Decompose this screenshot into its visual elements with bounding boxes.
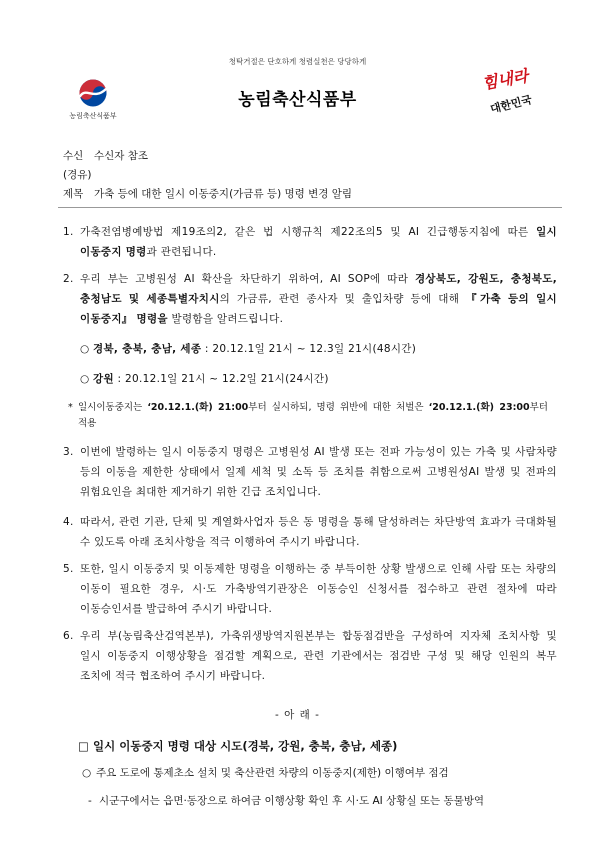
paragraph-text: 우리 부(농림축산검역본부), 가축위생방역지원본부는 합동점검반을 구성하여 지자체 조치사항 및 일시 이동중지 이행상황을 점검할 계획으로, 관련 기관에서는 점검반 구성 및 해당 인원의 복무 조치에 적극 협조하여 주시기 바랍니다.	[80, 630, 557, 682]
note-text: 부터 실시하되, 명령 위반에 대한 처벌은	[248, 402, 429, 413]
note-start-time: ‘20.12.1.(화) 21:00	[147, 402, 249, 413]
ministry-title: 농림축산식품부	[238, 90, 357, 110]
campaign-logo-line2: 대한민국	[488, 93, 534, 116]
campaign-logo	[476, 64, 550, 130]
square-bullet: □	[78, 739, 89, 753]
paragraph-1	[63, 222, 557, 262]
paragraph-3	[63, 442, 557, 502]
circle-bullet: ○	[80, 373, 90, 385]
paragraph-number: 5.	[63, 563, 74, 575]
paragraph-text: 이번에 발령하는 일시 이동중지 명령은 고병원성 AI 발생 또는 전파 가능성이 있는 가축 및 사람차량 등의 이동을 제한한 상태에서 일제 세척 및 소독 등 조치를 취함으로써 고병원성AI 발생 및 전파의 위험요인을 최대한 제거하기 위한 긴급 조치입니다.	[80, 446, 557, 498]
dash-bullet: -	[88, 795, 92, 807]
note-text: 부터 적용	[78, 402, 548, 429]
document-body	[0, 222, 595, 811]
paragraph-emphasis: 일시 이동중지 명령	[80, 226, 557, 258]
paragraph-number: 3.	[63, 446, 74, 458]
paragraph-text: 따라서, 관련 기관, 단체 및 계열화사업자 등은 동 명령을 통해 달성하려는 차단방역 효과가 극대화될 수 있도록 아래 조치사항을 적극 이행하여 주시기 바랍니다.	[80, 516, 557, 548]
annex-heading: - 아 래 -	[275, 709, 320, 721]
note-penalty-time: ‘20.12.1.(화) 23:00	[428, 402, 530, 413]
period-line-2	[80, 369, 550, 389]
paragraph-text: 또한, 일시 이동중지 및 이동제한 명령을 이행하는 중 부득이한 상황 발생으로 인해 사람 또는 차량의 이동이 필요한 경우, 시·도 가축방역기관장은 이동승인 신청서를 접수하고 관련 절차에 따라 이동승인서를 발급하여 주시기 바랍니다.	[80, 563, 557, 615]
period-time: : 20.12.1일 21시 ~ 12.2일 21시(24시간)	[113, 373, 329, 385]
section-title-text: 일시 이동중지 명령 대상 시도(경북, 강원, 충북, 충남, 세종)	[93, 739, 398, 753]
period-line-1	[80, 339, 550, 359]
annex-section-title	[78, 736, 558, 756]
paragraph-text: 과 관련됩니다.	[146, 246, 217, 258]
recipient-label: 수신	[63, 150, 84, 162]
period-regions: 경북, 충북, 충남, 세종	[93, 343, 202, 355]
campaign-logo-line1: 힘내라	[480, 66, 530, 93]
subject-row	[63, 185, 352, 204]
paragraph-text: 우리 부는 고병원성 AI 확산을 차단하기 위하여, AI SOP에 따라	[80, 273, 415, 285]
annex-bullet	[82, 763, 552, 783]
emblem-label: 농림축산식품부	[69, 112, 117, 120]
integrity-slogan: 청탁거절은 단호하게 청렴실천은 당당하게	[228, 57, 367, 66]
paragraph-text: 가축전염병예방법 제19조의2, 같은 법 시행규칙 제22조의5 및 AI 긴급행동지침에 따른	[80, 226, 537, 238]
paragraph-2	[63, 269, 557, 329]
paragraph-number: 2.	[63, 273, 74, 285]
paragraph-text: 의 가금류, 관련 종사자 및 출입차량 등에 대해	[219, 293, 466, 305]
subject-value: 가축 등에 대한 일시 이동중지(가금류 등) 명령 변경 알림	[94, 188, 353, 200]
period-regions: 강원	[93, 373, 114, 385]
recipient-row	[63, 147, 148, 166]
paragraph-emphasis: 경상북도, 강원도, 충청북도, 충청남도 및 세종특별자치시	[80, 273, 557, 305]
annex-sub-item	[88, 791, 548, 811]
period-time: : 20.12.1일 21시 ~ 12.3일 21시(48시간)	[201, 343, 417, 355]
note-asterisk: *	[68, 402, 73, 413]
circle-bullet: ○	[82, 767, 92, 779]
paragraph-6	[63, 626, 557, 686]
paragraph-number: 6.	[63, 630, 74, 642]
via-label: (경유)	[63, 169, 92, 181]
subject-label: 제목	[63, 188, 84, 200]
recipient-value: 수신자 참조	[94, 150, 149, 162]
paragraph-4	[63, 512, 557, 552]
paragraph-emphasis: 『가축 등의 일시 이동중지』 명령을	[80, 293, 557, 325]
enforcement-note	[68, 400, 548, 432]
circle-bullet: ○	[80, 343, 90, 355]
via-row	[63, 166, 91, 185]
sub-item-text: 시군구에서는 읍면·동장으로 하여금 이행상황 확인 후 시·도 AI 상황실 또는 동물방역	[99, 795, 485, 807]
paragraph-number: 1.	[63, 226, 74, 238]
paragraph-number: 4.	[63, 516, 74, 528]
paragraph-5	[63, 559, 557, 619]
header-divider	[58, 207, 562, 208]
note-text: 일시이동중지는	[78, 402, 148, 413]
bullet-text: 주요 도로에 통제초소 설치 및 축산관련 차량의 이동중지(제한) 이행여부 점검	[96, 767, 449, 779]
paragraph-text: 발령함을 알려드립니다.	[167, 313, 284, 325]
